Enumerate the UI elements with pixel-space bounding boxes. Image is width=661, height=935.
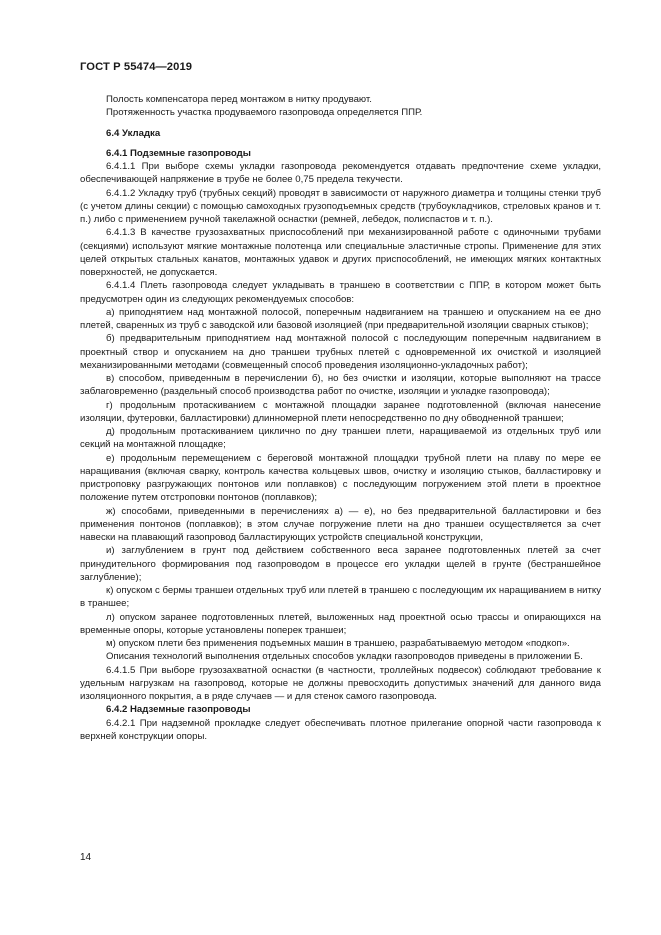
- paragraph: 6.4.1.2 Укладку труб (трубных секций) проводят в зависимости от наружного диаметра и толщины стенки труб (с учетом длины секции) с помощью самоходных грузоподъемных средств (трубоукладчиков, стреловых кранов и т. п.) либо с применением ручной такелажной оснастки (ремней, лебедок, полиспастов и т. п.).: [80, 187, 601, 225]
- paragraph: Протяженность участка продуваемого газопровода определяется ППР.: [106, 107, 423, 119]
- list-item: е) продольным перемещением с береговой монтажной площадки трубной плети на плаву по мере ее наращивания (включая сварку, контроль качества кольцевых швов, очистку и изоляцию стыков, балластировку и пристроповку разгружающих понтонов или поплавков) с последующим погружением этой плети в проектное положение путем отстроповки понтонов (поплавков);: [80, 452, 601, 504]
- paragraph: Полость компенсатора перед монтажом в нитку продувают.: [106, 94, 372, 105]
- list-item: и) заглублением в грунт под действием собственного веса заранее подготовленных плетей за счет принудительного формирования под газопроводом в процессе его укладки щелей в грунте (бестраншейное заглубление);: [80, 545, 601, 583]
- section-heading: 6.4 Укладка: [106, 127, 161, 139]
- standard-header: ГОСТ Р 55474—2019: [80, 61, 193, 73]
- page-number: 14: [80, 852, 92, 863]
- list-item: г) продольным протаскиванием с монтажной площадки заранее подготовленной (включая нанесение изоляции, футеровки, балластировки) длинномерной плети непосредственно по дну обводненной траншеи;: [80, 399, 601, 424]
- list-item: л) опуском заранее подготовленных плетей, выложенных над проектной осью трассы и опирающихся на временные опоры, которые установлены поперек траншеи;: [80, 611, 601, 636]
- paragraph: 6.4.1.1 При выборе схемы укладки газопровода рекомендуется отдавать предпочтение схеме укладки, обеспечивающей напряжение в трубе не более 0,75 предела текучести.: [80, 161, 601, 186]
- paragraph: 6.4.1.4 Плеть газопровода следует укладывать в траншею в соответствии с ППР, в котором может быть предусмотрен один из следующих рекомендуемых способов:: [80, 280, 601, 305]
- subsection-heading: 6.4.1 Подземные газопроводы: [106, 147, 251, 159]
- subsection-heading: 6.4.2 Надземные газопроводы: [106, 704, 251, 716]
- list-item: в) способом, приведенным в перечислении б), но без очистки и изоляции, которые выполняют на трассе заблаговременно (раздельный способ производства работ по очистке, изоляции и укладке газопровода);: [80, 373, 601, 398]
- list-item: б) предварительным приподнятием над монтажной полосой с последующим поперечным надвиганием в проектный створ и опусканием на дно траншеи трубных плетей с одновременной их очисткой и изоляцией механизированными методами (совмещенный способ проведения изоляционно-укладочных работ);: [80, 333, 601, 371]
- paragraph: 6.4.1.5 При выборе грузозахватной оснастки (в частности, троллейных подвесок) соблюдают требование к удельным нагрузкам на газопровод, которые не должны превосходить допустимых значений для данного вида изоляционного покрытия, а в ряде случаев — и для стенок самого газопровода.: [80, 664, 601, 702]
- list-item: а) приподнятием над монтажной полосой, поперечным надвиганием на траншею и опусканием на ее дно плетей, сваренных из труб с заводской или базовой изоляцией (при предварительной изоляции сварных стыков);: [80, 306, 601, 331]
- document-body: [80, 93, 601, 743]
- paragraph: 6.4.2.1 При надземной прокладке следует обеспечивать плотное прилегание опорной части газопровода к верхней конструкции опоры.: [80, 717, 601, 742]
- list-item: к) опуском с бермы траншеи отдельных труб или плетей в траншею с последующим их наращиванием в нитку в траншее;: [80, 585, 601, 610]
- list-item: ж) способами, приведенными в перечислениях а) — е), но без предварительной балластировки и без применения понтонов (поплавков); в этом случае погружение плети на дно траншеи осуществляется за счет навески на плавающий газопровод балластирующих устройств специальной конструкции,: [80, 505, 601, 543]
- list-item: д) продольным протаскиванием циклично по дну траншеи плети, наращиваемой из отдельных труб или секций на монтажной площадке;: [80, 426, 601, 451]
- paragraph: 6.4.1.3 В качестве грузозахватных приспособлений при механизированной работе с одиночными трубами (секциями) используют мягкие монтажные полотенца или специальные эластичные стропы. Применение для этих целей открытых стальных канатов, монтажных удавок и других приспособлений, не имеющих мягких контактных поверхностей, не допускается.: [80, 227, 601, 278]
- list-item: м) опуском плети без применения подъемных машин в траншею, разрабатываемую методом «подкоп».: [106, 638, 570, 649]
- paragraph: Описания технологий выполнения отдельных способов укладки газопроводов приведены в приложении Б.: [106, 651, 583, 663]
